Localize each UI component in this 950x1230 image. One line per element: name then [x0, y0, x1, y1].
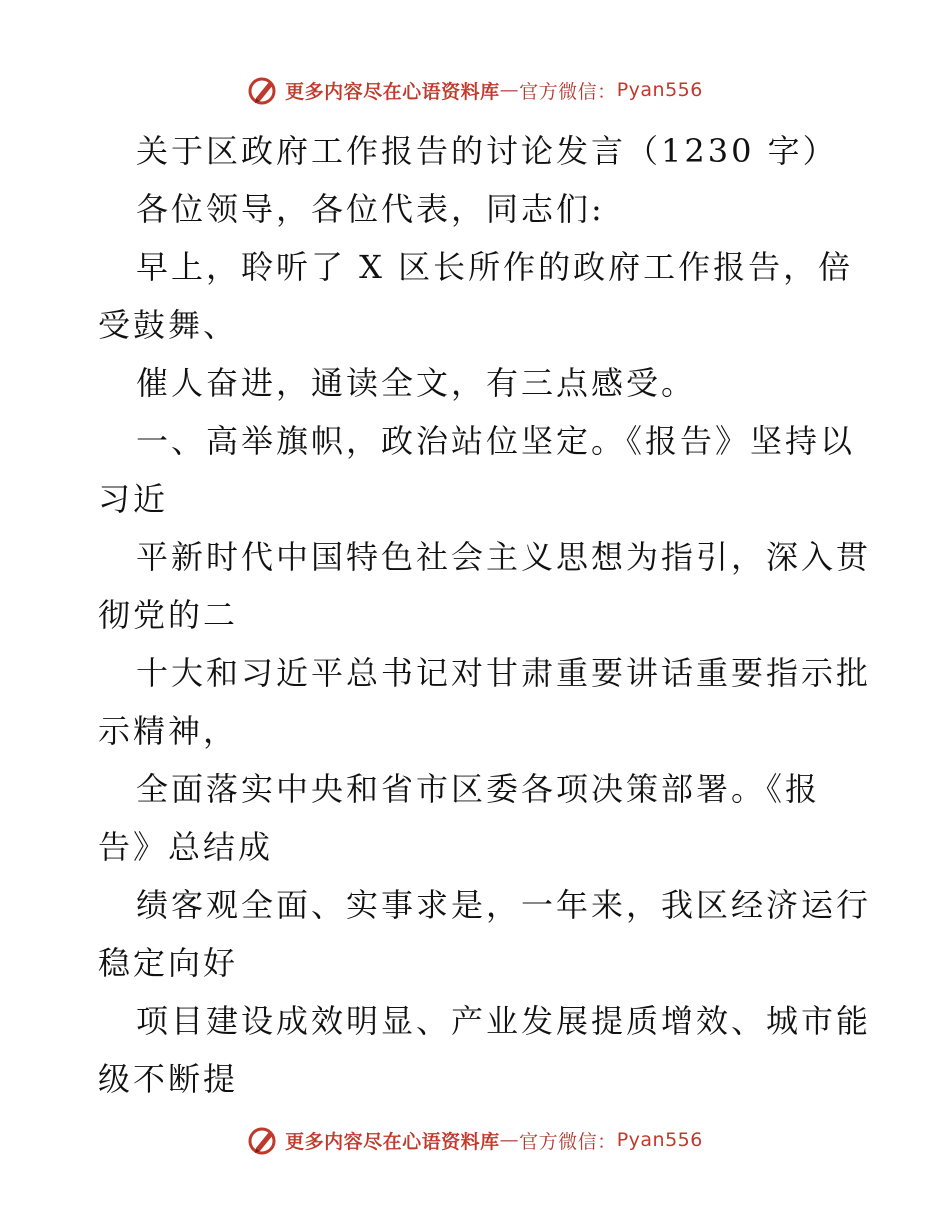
paragraph-line: 级不断提 [98, 1060, 239, 1098]
footer-watermark-banner [0, 1120, 950, 1160]
paragraph-line: 各位领导，各位代表，同志们: [136, 190, 605, 228]
paragraph-line: 绩客观全面、实事求是，一年来，我区经济运行 [136, 886, 872, 924]
banner-dash: — [499, 79, 520, 101]
banner-brand-text: 更多内容尽在心语资料库 [285, 1130, 500, 1153]
banner-contact-label: 官方微信： [519, 1130, 617, 1153]
paragraph-line: 十大和习近平总书记对甘肃重要讲话重要指示批 [136, 654, 872, 692]
paragraph-line: 稳定向好 [98, 944, 239, 982]
paragraph-line: 催人奋进，通读全文，有三点感受。 [136, 364, 697, 402]
header-watermark-banner [0, 70, 950, 110]
banner-contact-label: 官方微信： [519, 80, 617, 103]
banner-brand-text: 更多内容尽在心语资料库 [285, 80, 500, 103]
paragraph-line: 项目建设成效明显、产业发展提质增效、城市能 [136, 1002, 872, 1040]
banner-wechat-id: Pyan556 [616, 1129, 703, 1151]
paragraph-line: 习近 [98, 480, 169, 518]
paragraph-line: 早上，聆听了 X 区长所作的政府工作报告，倍 [136, 248, 854, 286]
paragraph-line: 全面落实中央和省市区委各项决策部署。《报 [136, 770, 821, 808]
paragraph-line: 告》总结成 [98, 828, 274, 866]
paragraph-line: 平新时代中国特色社会主义思想为指引，深入贯 [136, 538, 872, 576]
paragraph-line: 一、高举旗帜，政治站位坚定。《报告》坚持以 [136, 422, 856, 460]
paragraph-line: 彻党的二 [98, 596, 239, 634]
banner-wechat-id: Pyan556 [616, 79, 703, 101]
document-title: 关于区政府工作报告的讨论发言（1230 字） [136, 132, 838, 170]
pen-logo-icon [247, 1124, 279, 1156]
document-body [98, 122, 872, 1108]
paragraph-line: 受鼓舞、 [98, 306, 239, 344]
paragraph-line: 示精神， [98, 712, 239, 750]
pen-logo-icon [247, 74, 279, 106]
banner-dash: — [499, 1129, 520, 1151]
